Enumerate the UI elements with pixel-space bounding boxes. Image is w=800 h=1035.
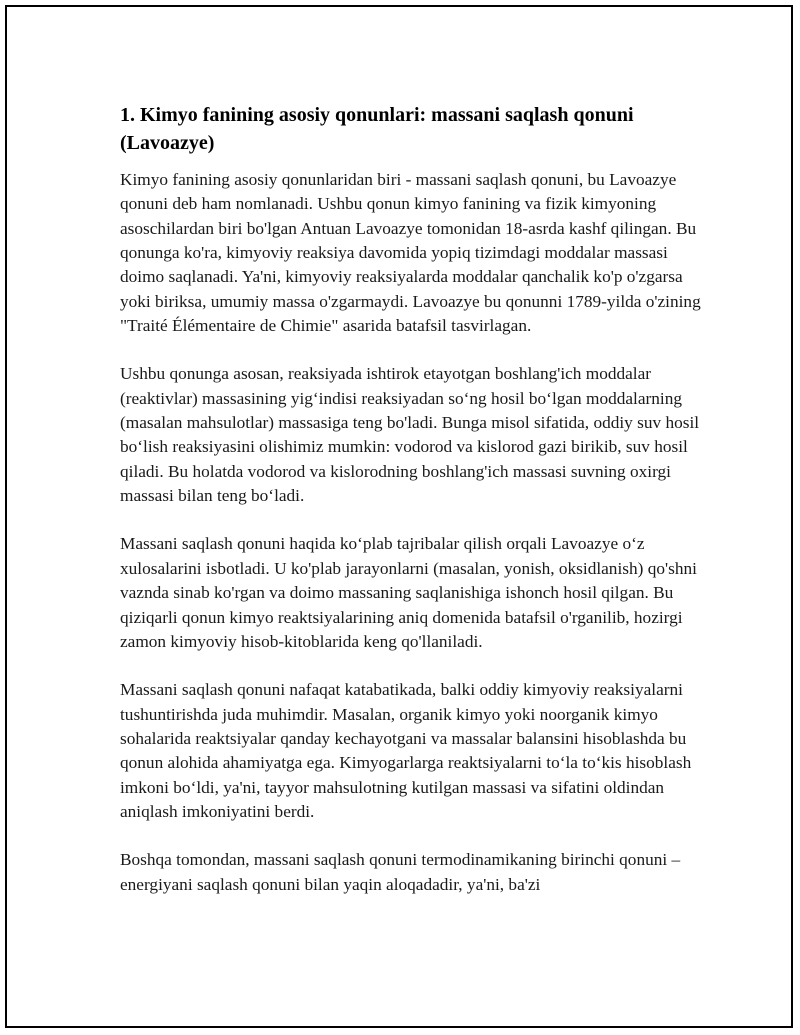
paragraph-1: Kimyo fanining asosiy qonunlaridan biri - massani saqlash qonuni, bu Lavoazye qonuni deb ham nomlanadi. Ushbu qonun kimyo fanining va fizik kimyoning asoschilardan biri bo'lgan Antuan Lavoazye tomonidan 18-asrda kashf qilingan. Bu qonunga ko'ra, kimyoviy reaksiya davomida yopiq tizimdagi moddalar massasi doimo saqlanadi. Ya'ni, kimyoviy reaksiyalarda moddalar qanchalik ko'p o'zgarsa yoki biriksa, umumiy massa o'zgarmaydi. Lavoazye bu qonunni 1789-yilda o'zining "Traité Élémentaire de Chimie" asarida batafsil tasvirlagan. bbox=[120, 170, 701, 336]
section-heading: 1. Kimyo fanining asosiy qonunlari: massani saqlash qonuni (Lavoazye) bbox=[120, 104, 634, 154]
paragraph-5: Boshqa tomondan, massani saqlash qonuni termodinamikaning birinchi qonuni – energiyani saqlash qonuni bilan yaqin aloqadadir, ya'ni, ba'zi bbox=[120, 850, 681, 894]
paragraph-4: Massani saqlash qonuni nafaqat katabatikada, balki oddiy kimyoviy reaksiyalarni tushuntirishda juda muhimdir. Masalan, organik kimyo yoki noorganik kimyo sohalarida reaktsiyalar qanday kechayotgani va massalar balansini hisoblashda bu qonun alohida ahamiyatga ega. Kimyogarlarga reaktsiyalarni to‘la to‘kis hisoblash imkoni bo‘ldi, ya'ni, tayyor mahsulotning kutilgan massasi va sifatini oldindan aniqlash imkoniyatini berdi. bbox=[120, 680, 692, 821]
document-body bbox=[120, 101, 702, 921]
paragraph-2: Ushbu qonunga asosan, reaksiyada ishtirok etayotgan boshlang'ich moddalar (reaktivlar) massasining yig‘indisi reaksiyadan so‘ng hosil bo‘lgan moddalarning (masalan mahsulotlar) massasiga teng bo'ladi. Bunga misol sifatida, oddiy suv hosil bo‘lish reaksiyasini olishimiz mumkin: vodorod va kislorod gazi birikib, suv hosil qiladi. Bu holatda vodorod va kislorodning boshlang'ich massasi suvning oxirgi massasi bilan teng bo‘ladi. bbox=[120, 364, 700, 506]
paragraph-3: Massani saqlash qonuni haqida ko‘plab tajribalar qilish orqali Lavoazye o‘z xulosalarini isbotladi. U ko'plab jarayonlarni (masalan, yonish, oksidlanish) qo'shni vaznda sinab ko'rgan va doimo massaning saqlanishiga ishonch hosil qilgan. Bu qiziqarli qonun kimyo reaktsiyalarining aniq domenida batafsil o'rganilib, hozirgi zamon kimyoviy hisob-kitoblarida keng qo'llaniladi. bbox=[120, 534, 697, 651]
document-page bbox=[5, 5, 793, 1028]
